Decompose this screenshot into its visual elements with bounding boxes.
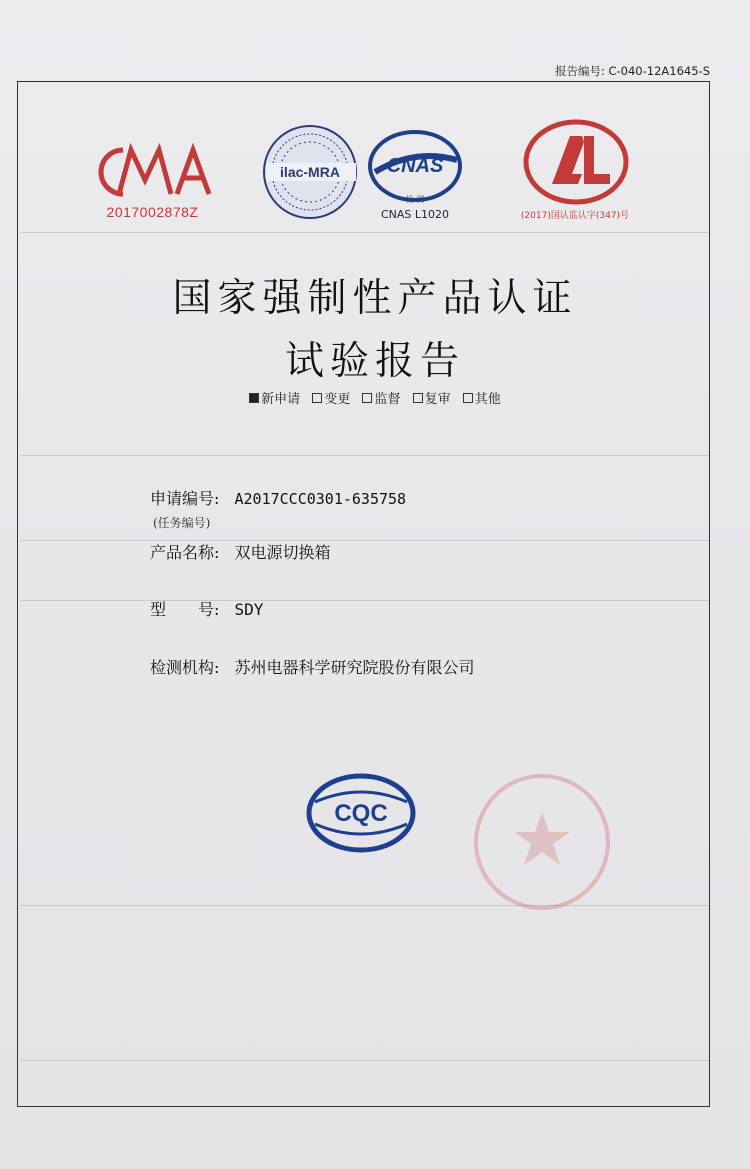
test-org-field bbox=[150, 655, 475, 678]
cnas-sub: 检 测 bbox=[405, 195, 425, 204]
type-label: 其他 bbox=[474, 392, 501, 407]
type-new bbox=[249, 392, 300, 407]
type-review bbox=[413, 392, 451, 407]
cnas-text: CNAS bbox=[386, 155, 444, 177]
type-label: 变更 bbox=[324, 392, 351, 407]
checkbox-checked-icon bbox=[249, 393, 259, 403]
checkbox-icon bbox=[362, 393, 372, 403]
checkbox-icon bbox=[463, 393, 473, 403]
test-org-label: 检测机构: bbox=[150, 658, 220, 677]
page-title: 国家强制性产品认证 bbox=[172, 276, 578, 321]
model-value: SDY bbox=[234, 600, 264, 619]
cma-code: 2017002878Z bbox=[106, 204, 199, 220]
type-label: 复审 bbox=[424, 392, 451, 407]
product-name-value: 双电源切换箱 bbox=[234, 543, 331, 562]
application-type-row bbox=[0, 388, 750, 407]
bleed-line bbox=[20, 232, 710, 233]
cqc-text: CQC bbox=[334, 800, 388, 827]
cqc-logo bbox=[305, 772, 417, 854]
bleed-line bbox=[20, 1060, 710, 1061]
ilac-mra-logo bbox=[258, 122, 363, 222]
type-label: 新申请 bbox=[261, 392, 301, 407]
model-label: 型 号: bbox=[150, 600, 220, 619]
application-no-field bbox=[150, 486, 406, 509]
checkbox-icon bbox=[413, 393, 423, 403]
al-code: (2017)国认监认字(347)号 bbox=[520, 211, 630, 221]
page-border bbox=[17, 81, 710, 1107]
page-subtitle: 试验报告 bbox=[284, 339, 465, 384]
cnas-logo bbox=[365, 128, 465, 208]
product-name-field bbox=[150, 540, 331, 563]
report-number: 报告编号: C-040-12A1645-S bbox=[554, 64, 710, 78]
bleed-line bbox=[20, 455, 710, 456]
type-other bbox=[463, 392, 501, 407]
al-logo bbox=[522, 118, 630, 208]
product-name-label: 产品名称: bbox=[150, 543, 220, 562]
cnas-code: CNAS L1020 bbox=[380, 208, 450, 221]
task-no-note: (任务编号) bbox=[153, 516, 211, 530]
application-no-value: A2017CCC0301-635758 bbox=[234, 490, 407, 508]
ilac-text: ilac-MRA bbox=[280, 164, 340, 180]
bleed-line bbox=[20, 600, 710, 601]
bleed-line bbox=[20, 540, 710, 541]
seal-stamp bbox=[470, 770, 615, 915]
type-supervision bbox=[362, 392, 400, 407]
type-change bbox=[312, 392, 350, 407]
test-org-value: 苏州电器科学研究院股份有限公司 bbox=[234, 658, 475, 677]
application-no-label: 申请编号: bbox=[150, 489, 220, 508]
model-field bbox=[150, 597, 263, 620]
checkbox-icon bbox=[312, 393, 322, 403]
type-label: 监督 bbox=[374, 392, 401, 407]
